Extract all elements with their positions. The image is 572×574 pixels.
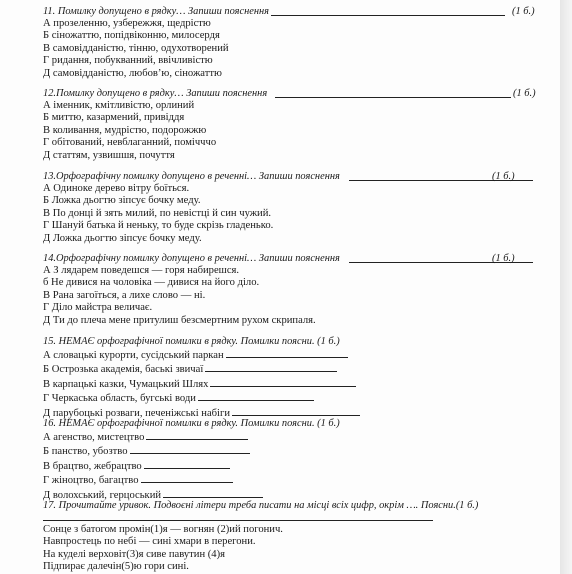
option-d: Д волохський, герцоський: [43, 488, 523, 502]
option-g: Г Черкаська область, бугські води: [43, 391, 523, 405]
question-16: [43, 418, 523, 502]
answer-line: [130, 444, 250, 454]
option-g: Г Діло майстра величає.: [43, 302, 153, 314]
option-g: Г Шануй батька й неньку, то буде скрізь гладенько.: [43, 220, 274, 232]
answer-line: [205, 362, 337, 372]
question-header: 16. НЕМАЄ орфографічної помилки в рядку. Помилки поясни. (1 б.): [43, 418, 340, 429]
page-edge-shadow: [560, 0, 572, 574]
option-v: В карпацькі казки, Чумацький Шлях: [43, 377, 523, 391]
option-d: Д самовідданістю, любов’ю, сіножаттю: [43, 67, 222, 79]
question-header: 11. Помилку допущено в рядку… Запиши пояснення: [43, 6, 269, 17]
option-a: А З лядарем поведешся — горя набирешся.: [43, 265, 240, 276]
option-b: Б Острозька академія, баські звичаї: [43, 362, 523, 376]
question-12: [43, 88, 536, 162]
option-a: А Одиноке дерево вітру боїться.: [43, 183, 190, 194]
answer-line: [43, 520, 433, 521]
option-v: В самовідданістю, тінню, одухотворений: [43, 42, 229, 54]
option-b: Б Ложка дьогтю зіпсує бочку меду.: [43, 195, 201, 207]
text-line: Сонце з батогом промін(1)я — вогнян (2)ий погонич.: [43, 524, 283, 535]
answer-line: [226, 348, 348, 358]
points-label: (1 б.): [492, 253, 515, 264]
option-v: В Рана загоїться, а лихе слово — ні.: [43, 289, 206, 301]
answer-line: [163, 488, 263, 498]
answer-line: [141, 473, 233, 483]
points-label: (1 б.): [492, 171, 515, 182]
answer-line: [271, 15, 505, 16]
option-a: А прозеленню, узбережжя, щедрістю: [43, 18, 211, 29]
points-label: (1 б.): [513, 88, 536, 99]
question-header: 15. НЕМАЄ орфографічної помилки в рядку. Помилки поясни. (1 б.): [43, 336, 340, 347]
text-line: Навпростець по небі — сині хмари в перегони.: [43, 536, 256, 548]
question-header: 17. Прочитайте уривок. Подвоєні літери треба писати на місці всіх цифр, окрім …. Поясни.(1 б.): [43, 500, 479, 511]
points-label: (1 б.): [512, 6, 535, 17]
question-header: 12.Помилку допущено в рядку… Запиши пояснення: [43, 88, 268, 99]
option-d: Д парубоцькі розваги, печеніжські набіги: [43, 406, 523, 420]
option-v: В коливання, мудрістю, подорожжю: [43, 124, 207, 136]
option-d: Д Ти до плеча мене притулиш безсмертним рухом скрипаля.: [43, 314, 316, 326]
question-15: [43, 336, 523, 420]
text-line: Підпирає далечін(5)ю гори сині.: [43, 561, 189, 573]
question-header: 13.Орфографічну помилку допущено в реченні… Запиши пояснення: [43, 171, 340, 182]
option-v: В По донці й зять милий, по невістці й син чужий.: [43, 207, 272, 219]
option-a: А іменник, кмітливістю, орлиний: [43, 100, 195, 111]
question-header: 14.Орфографічну помилку допущено в реченні… Запиши пояснення: [43, 253, 340, 264]
option-b: Б сіножаттю, попідвіконню, милосердя: [43, 30, 220, 42]
option-d: Д Ложка дьогтю зіпсує бочку меду.: [43, 232, 202, 244]
question-13: [43, 171, 523, 245]
question-14: [43, 253, 523, 327]
answer-line: [232, 406, 360, 416]
answer-line: [144, 459, 230, 469]
option-g: Г обітований, невблаганний, помічччо: [43, 137, 217, 149]
option-g: Г ридання, побукванний, ввічливістю: [43, 55, 213, 67]
option-a: А агенство, мистецтво: [43, 430, 523, 444]
option-b: Б панство, убозтво: [43, 444, 523, 458]
answer-line: [210, 377, 356, 387]
text-line: На куделі верховіт(3)я сиве павутин (4)я: [43, 548, 225, 560]
question-17: [43, 500, 523, 574]
option-a: А словацькі курорти, сусідський паркан: [43, 348, 523, 362]
answer-line: [275, 97, 511, 98]
answer-line: [198, 391, 314, 401]
option-d: Д статтям, узвишшя, почуття: [43, 149, 175, 161]
option-v: В брацтво, жебрацтво: [43, 459, 523, 473]
option-g: Г жіноцтво, багацтво: [43, 473, 523, 487]
question-11: [43, 6, 535, 80]
option-b: Б миттю, казармений, привіддя: [43, 112, 185, 124]
option-b: б Не дивися на чоловіка — дивися на його діло.: [43, 277, 260, 289]
answer-line: [146, 430, 248, 440]
